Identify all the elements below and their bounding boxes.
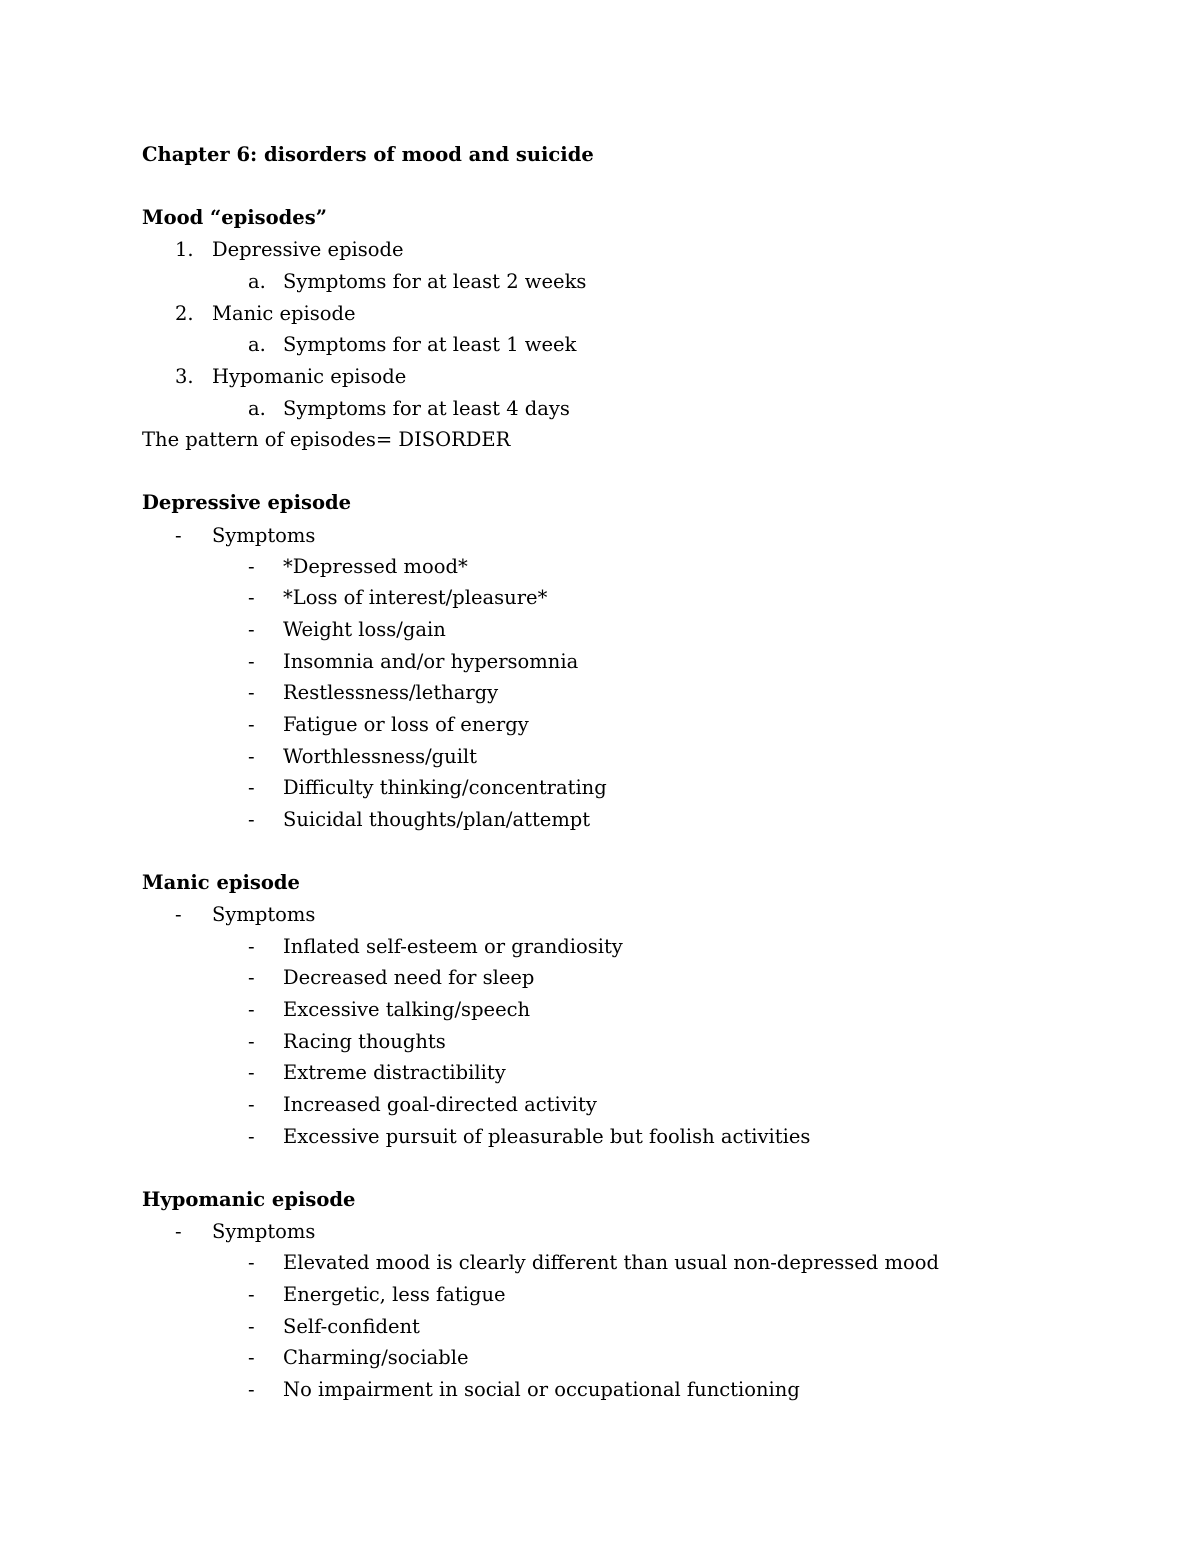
symptom-text: Worthlessness/guilt (283, 745, 478, 768)
dash-bullet: - (248, 1251, 255, 1274)
dash-bullet: - (248, 966, 255, 989)
dash-bullet: - (175, 903, 182, 926)
dash-bullet: - (248, 1346, 255, 1369)
dash-bullet: - (248, 745, 255, 768)
dash-bullet: - (248, 1093, 255, 1116)
symptom-text: Elevated mood is clearly different than usual non-depressed mood (283, 1251, 939, 1274)
symptom-text: Excessive pursuit of pleasurable but foolish activities (283, 1125, 811, 1148)
dash-bullet: - (248, 1030, 255, 1053)
symptom-text: Excessive talking/speech (283, 998, 531, 1021)
symptom-text: Racing thoughts (283, 1030, 446, 1053)
dash-bullet: - (248, 618, 255, 641)
dash-bullet: - (248, 586, 255, 609)
symptom-text: Energetic, less fatigue (283, 1283, 506, 1306)
section-heading-hypomanic-episode: Hypomanic episode (142, 1188, 356, 1211)
symptom-text: *Depressed mood* (283, 555, 468, 578)
symptom-text: Insomnia and/or hypersomnia (283, 650, 579, 673)
symptom-text: Charming/sociable (283, 1346, 469, 1369)
list-item-label: Manic episode (212, 302, 356, 325)
section-heading-mood-episodes: Mood “episodes” (142, 206, 327, 229)
dash-bullet: - (175, 524, 182, 547)
symptom-text: Decreased need for sleep (283, 966, 535, 989)
section-heading-manic-episode: Manic episode (142, 871, 300, 894)
dash-bullet: - (248, 808, 255, 831)
symptom-text: Difficulty thinking/concentrating (283, 776, 607, 799)
dash-bullet: - (248, 1315, 255, 1338)
list-number: 3. (175, 365, 194, 388)
sub-list-letter: a. (248, 270, 266, 293)
sub-list-item-label: Symptoms for at least 2 weeks (283, 270, 587, 293)
page-title: Chapter 6: disorders of mood and suicide (142, 143, 594, 166)
symptom-text: *Loss of interest/pleasure* (283, 586, 548, 609)
section-heading-depressive-episode: Depressive episode (142, 491, 351, 514)
symptom-text: No impairment in social or occupational functioning (283, 1378, 800, 1401)
list-number: 2. (175, 302, 194, 325)
summary-text: The pattern of episodes= DISORDER (142, 428, 511, 451)
symptom-text: Weight loss/gain (283, 618, 446, 641)
dash-bullet: - (248, 1061, 255, 1084)
symptom-text: Inflated self-esteem or grandiosity (283, 935, 623, 958)
dash-bullet: - (248, 681, 255, 704)
dash-bullet: - (248, 650, 255, 673)
symptoms-label: Symptoms (212, 524, 316, 547)
symptom-text: Fatigue or loss of energy (283, 713, 529, 736)
symptom-text: Suicidal thoughts/plan/attempt (283, 808, 591, 831)
dash-bullet: - (248, 1283, 255, 1306)
list-item-label: Depressive episode (212, 238, 404, 261)
sub-list-letter: a. (248, 397, 266, 420)
sub-list-item-label: Symptoms for at least 4 days (283, 397, 570, 420)
dash-bullet: - (248, 713, 255, 736)
dash-bullet: - (248, 555, 255, 578)
sub-list-letter: a. (248, 333, 266, 356)
symptoms-label: Symptoms (212, 1220, 316, 1243)
dash-bullet: - (248, 935, 255, 958)
symptom-text: Self-confident (283, 1315, 420, 1338)
dash-bullet: - (248, 776, 255, 799)
symptom-text: Restlessness/lethargy (283, 681, 499, 704)
symptom-text: Increased goal-directed activity (283, 1093, 597, 1116)
dash-bullet: - (175, 1220, 182, 1243)
list-item-label: Hypomanic episode (212, 365, 407, 388)
symptoms-label: Symptoms (212, 903, 316, 926)
sub-list-item-label: Symptoms for at least 1 week (283, 333, 577, 356)
dash-bullet: - (248, 1378, 255, 1401)
dash-bullet: - (248, 998, 255, 1021)
list-number: 1. (175, 238, 194, 261)
symptom-text: Extreme distractibility (283, 1061, 506, 1084)
dash-bullet: - (248, 1125, 255, 1148)
